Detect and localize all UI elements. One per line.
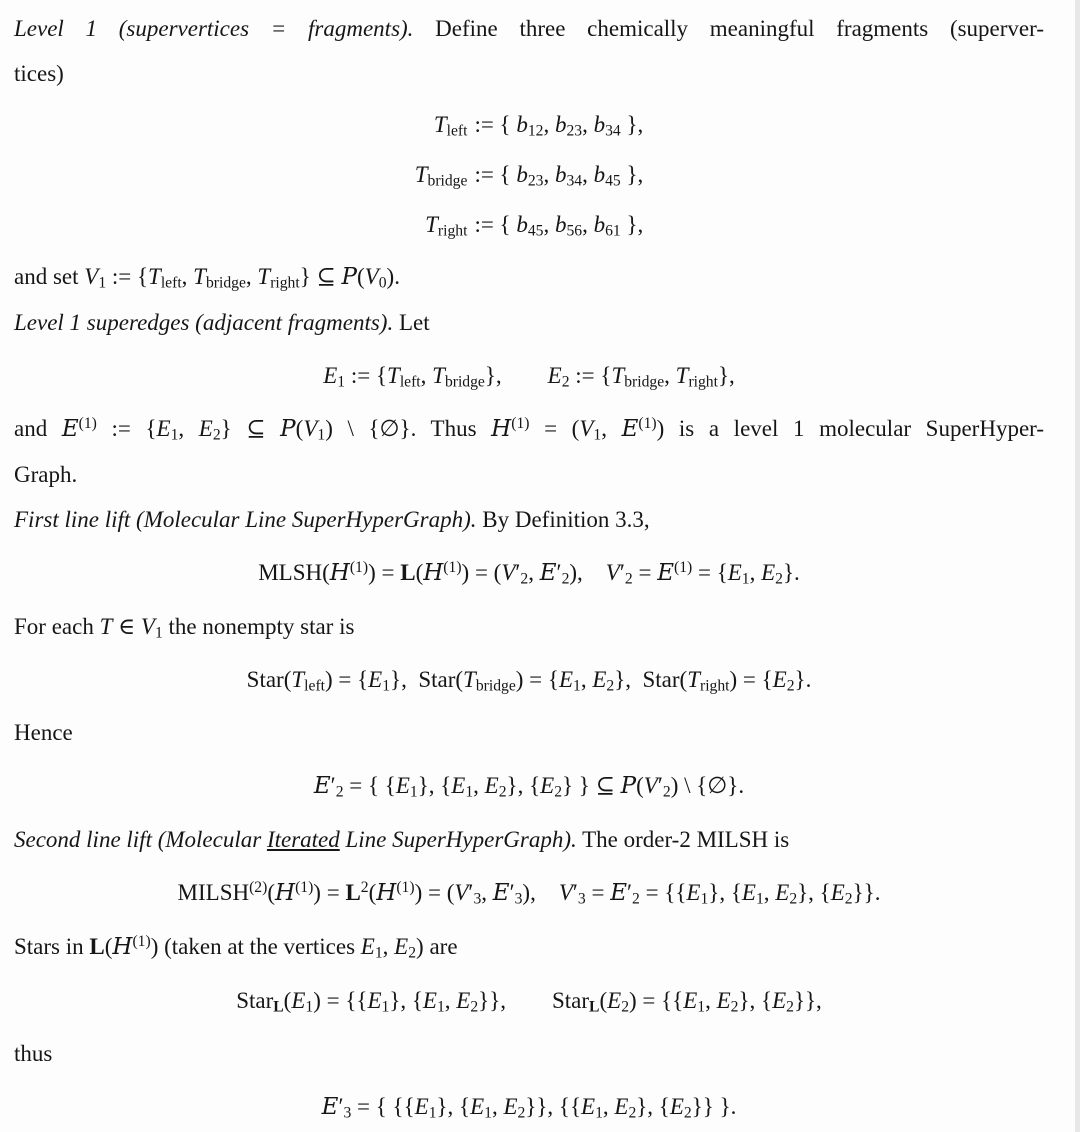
- equation-lhs: $T_{right}$: [425, 212, 468, 240]
- equation-rhs: := { $b_{23}$, $b_{34}$, $b_{45}$ },: [474, 162, 644, 190]
- para-epsilon1-definition-line1: and $E^{(1)}$ := {$E_1$, $E_2$} ⊆ $P(V_1)$ \ {∅}. Thus $H^{(1)} = (V_1$, $E^{(1)}$) is a level 1 molecular SuperHyper-: [14, 415, 1045, 444]
- para-level1-supervertices-line2: tices): [14, 61, 64, 86]
- equation-row-tright: [415, 200, 644, 250]
- para-hence: Hence: [14, 720, 73, 745]
- equation-rhs: := { $b_{45}$, $b_{56}$, $b_{61}$ },: [474, 212, 644, 240]
- para-epsilon1-definition-line2: Graph.: [14, 462, 78, 487]
- equation-mlsh: $MLSH(H^{(1)}) = L(H^{(1)}) = (V'_2$, $E'_2$), $V'_2 = E^{(1)} = \{E_1$, $E_2$}.: [258, 559, 800, 588]
- page-edge-strip: [1075, 0, 1080, 1132]
- para-set-v1: and set $V_1$ := {$T_{left}$, $T_{bridge}$, $T_{right}$} ⊆ $P(V_0)$.: [14, 264, 400, 292]
- equation-lhs: $T_{bridge}$: [414, 162, 468, 190]
- equation-milsh: $MILSH^{(2)}(H^{(1)}) = L^2(H^{(1)}) = (V'_3$, $E'_3$), $V'_3 = E'_2 = \{\{E_1\}$, {$E_1$, $E_2$}, $\{E_2\}$}.: [177, 879, 881, 908]
- para-level1-supervertices-line1: Level 1 (supervertices = fragments). Define three chemically meaningful fragments (superver-: [14, 16, 1044, 41]
- equation-row-tbridge: [415, 150, 644, 200]
- equation-lhs: $T_{left}$: [433, 112, 468, 140]
- equation-stars: $Star(T_{left}) = \{E_1\}$, $Star(T_{bridge}) = \{E_1$, $E_2$}, $Star(T_{right}) = \{E_2\}$.: [246, 667, 812, 695]
- para-first-line-lift-heading: First line lift (Molecular Line SuperHyperGraph). By Definition 3.3,: [14, 507, 650, 532]
- para-for-each-star: For each T ∈ $V_1$ the nonempty star is: [14, 614, 355, 642]
- equation-star-l: $Star_L(E_1) = \{\{E_1\}$, {$E_1$, $E_2$}}, $Star_L(E_2) = \{\{E_1$, $E_2$}, $\{E_2\}$},: [236, 988, 822, 1016]
- equation-fragment-definitions: [415, 100, 644, 250]
- equation-superedges: $E_1$ := {$T_{left}$, $T_{bridge}$}, $E_2$ := {$T_{bridge}$, $T_{right}$},: [323, 363, 735, 391]
- para-level1-superedges-heading: Level 1 superedges (adjacent fragments). Let: [14, 310, 430, 335]
- para-thus: thus: [14, 1041, 53, 1066]
- equation-rhs: := { $b_{12}$, $b_{23}$, $b_{34}$ },: [474, 112, 644, 140]
- equation-row-tleft: [415, 100, 644, 150]
- para-second-line-lift-heading: Second line lift (Molecular Iterated Line SuperHyperGraph). The order-2 MILSH is: [14, 827, 790, 852]
- equation-epsilon3-prime: $E'_3$ = { {$\{E_1\}$, {$E_1$, $E_2$}}, {{$E_1$, $E_2$}, $\{E_2\}$} }.: [321, 1094, 737, 1122]
- para-stars-in-line-graph: Stars in $L(H^{(1)})$ (taken at the vertices $E_1$, $E_2$) are: [14, 933, 458, 962]
- equation-epsilon2-prime: $E'_2$ = { $\{E_1\}$, {$E_1$, $E_2$}, $\{E_2\}$ } ⊆ $P(V'_2)$ \ {∅}.: [313, 773, 745, 801]
